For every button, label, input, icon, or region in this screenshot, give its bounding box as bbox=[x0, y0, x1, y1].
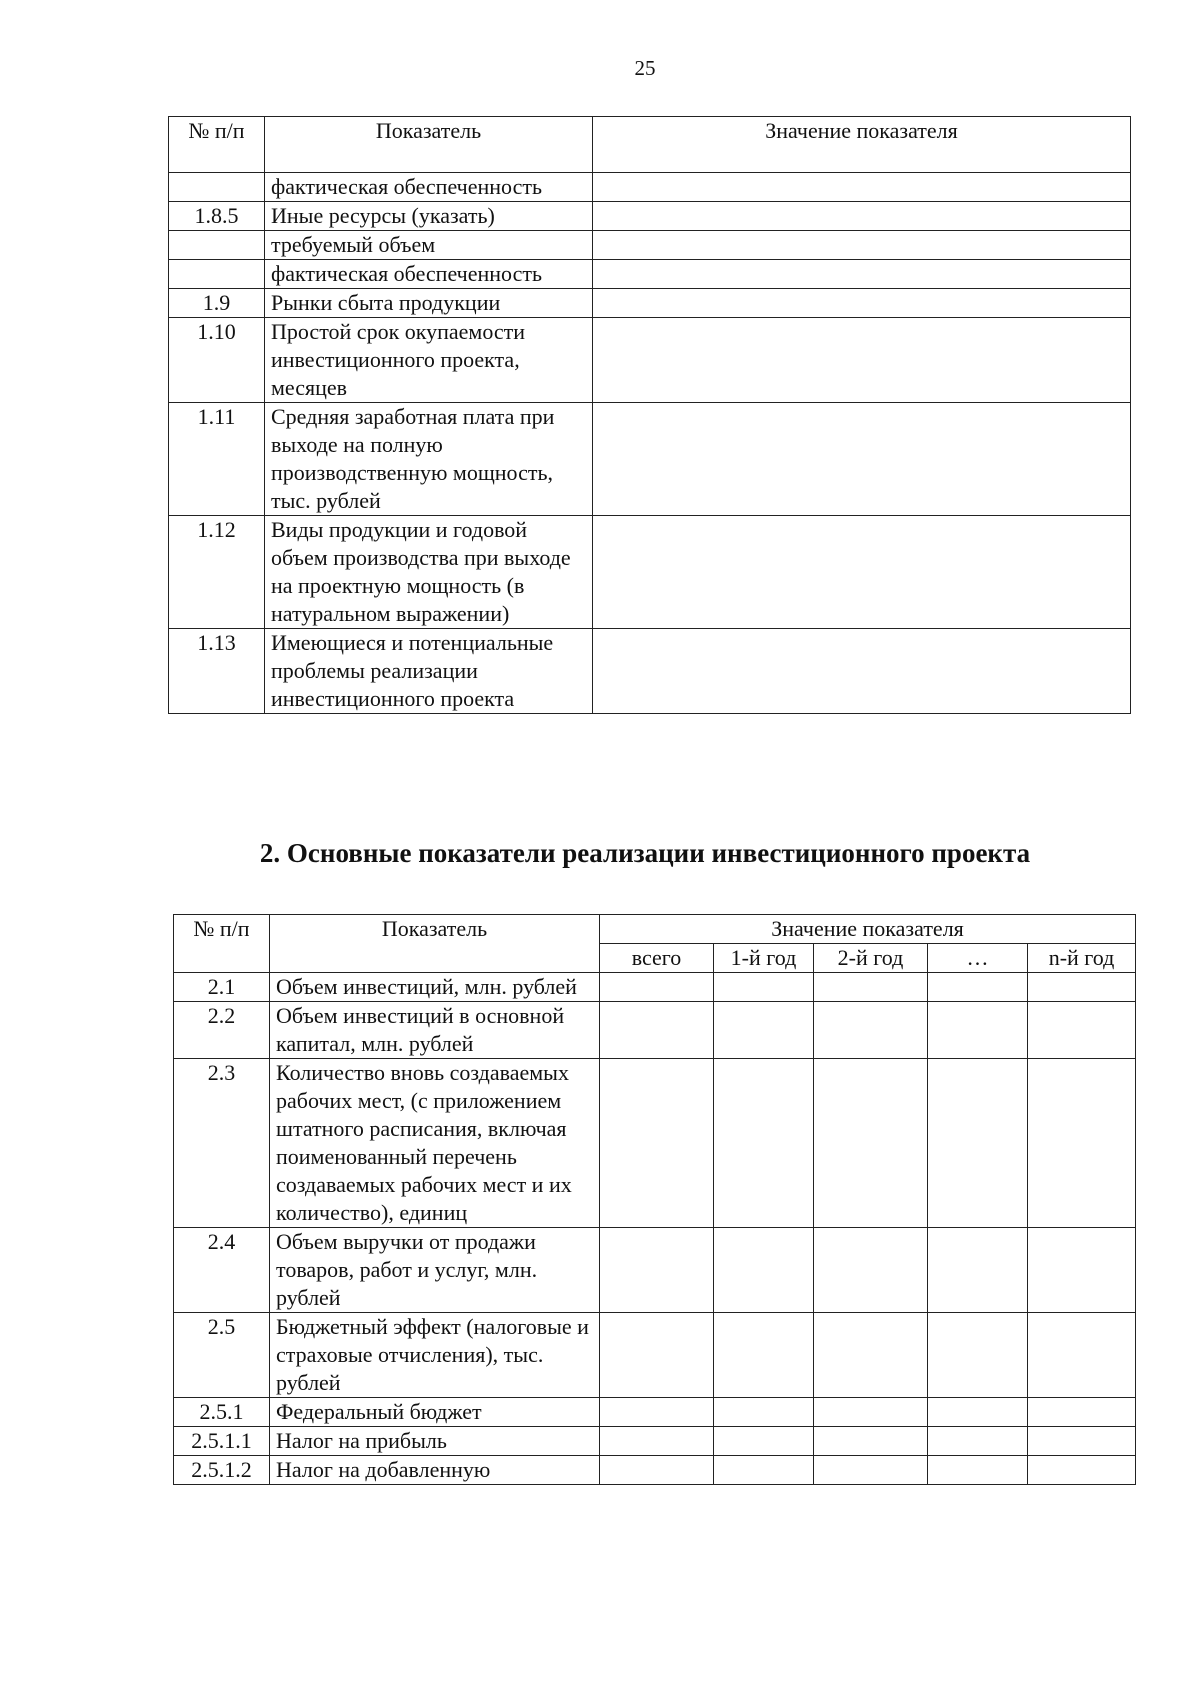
table-row bbox=[174, 1398, 1136, 1427]
row-indicator: требуемый объем bbox=[265, 231, 593, 260]
row-number bbox=[169, 173, 265, 202]
row-number: 1.8.5 bbox=[169, 202, 265, 231]
col-header-value: Значение показателя bbox=[600, 915, 1136, 944]
row-indicator: Количество вновь создаваемых рабочих мест, (с приложением штатного расписания, включая поименованный перечень создаваемых рабочих мест и их количество), единиц bbox=[270, 1059, 600, 1228]
table-row bbox=[169, 260, 1131, 289]
value-cell bbox=[814, 1313, 928, 1398]
col-header-ellipsis: … bbox=[928, 944, 1028, 973]
row-indicator: Налог на прибыль bbox=[270, 1427, 600, 1456]
value-cell bbox=[600, 1398, 714, 1427]
table-row bbox=[169, 231, 1131, 260]
table-row bbox=[169, 403, 1131, 516]
row-number bbox=[169, 260, 265, 289]
row-indicator: Рынки сбыта продукции bbox=[265, 289, 593, 318]
row-number: 2.5.1.1 bbox=[174, 1427, 270, 1456]
row-indicator: Виды продукции и годовой объем производства при выходе на проектную мощность (в натуральном выражении) bbox=[265, 516, 593, 629]
row-indicator: Имеющиеся и потенциальные проблемы реализации инвестиционного проекта bbox=[265, 629, 593, 714]
row-indicator: Объем выручки от продажи товаров, работ и услуг, млн. рублей bbox=[270, 1228, 600, 1313]
table-row bbox=[169, 202, 1131, 231]
row-number bbox=[169, 231, 265, 260]
value-cell bbox=[600, 1228, 714, 1313]
col-header-year-1: 1-й год bbox=[714, 944, 814, 973]
value-cell bbox=[1028, 1059, 1136, 1228]
row-indicator: Объем инвестиций в основной капитал, млн. рублей bbox=[270, 1002, 600, 1059]
value-cell bbox=[814, 1456, 928, 1485]
value-cell bbox=[814, 973, 928, 1002]
row-number: 1.11 bbox=[169, 403, 265, 516]
row-value bbox=[593, 173, 1131, 202]
row-value bbox=[593, 403, 1131, 516]
col-header-year-2: 2-й год bbox=[814, 944, 928, 973]
table-row bbox=[174, 1228, 1136, 1313]
value-cell bbox=[714, 1456, 814, 1485]
value-cell bbox=[928, 1228, 1028, 1313]
value-cell bbox=[600, 1427, 714, 1456]
row-indicator: Иные ресурсы (указать) bbox=[265, 202, 593, 231]
value-cell bbox=[928, 1313, 1028, 1398]
value-cell bbox=[928, 1456, 1028, 1485]
row-number: 2.2 bbox=[174, 1002, 270, 1059]
value-cell bbox=[814, 1398, 928, 1427]
row-number: 2.4 bbox=[174, 1228, 270, 1313]
table-row bbox=[174, 1059, 1136, 1228]
value-cell bbox=[714, 973, 814, 1002]
indicators-table bbox=[173, 914, 1136, 1485]
value-cell bbox=[814, 1228, 928, 1313]
table-row bbox=[174, 973, 1136, 1002]
page-number: 25 bbox=[634, 56, 656, 80]
table-row bbox=[174, 1427, 1136, 1456]
row-indicator: Простой срок окупаемости инвестиционного проекта, месяцев bbox=[265, 318, 593, 403]
row-indicator: Федеральный бюджет bbox=[270, 1398, 600, 1427]
col-header-indicator: Показатель bbox=[270, 915, 600, 973]
value-cell bbox=[928, 1398, 1028, 1427]
table-row bbox=[169, 289, 1131, 318]
row-value bbox=[593, 231, 1131, 260]
row-number: 1.10 bbox=[169, 318, 265, 403]
row-number: 2.5 bbox=[174, 1313, 270, 1398]
row-indicator: Бюджетный эффект (налоговые и страховые отчисления), тыс. рублей bbox=[270, 1313, 600, 1398]
table-row bbox=[169, 629, 1131, 714]
value-cell bbox=[1028, 1456, 1136, 1485]
value-cell bbox=[1028, 973, 1136, 1002]
table-row bbox=[169, 173, 1131, 202]
section-title: 2. Основные показатели реализации инвестиционного проекта bbox=[259, 838, 1031, 868]
row-value bbox=[593, 516, 1131, 629]
value-cell bbox=[714, 1059, 814, 1228]
value-cell bbox=[1028, 1228, 1136, 1313]
row-value bbox=[593, 289, 1131, 318]
value-cell bbox=[1028, 1427, 1136, 1456]
col-header-num: № п/п bbox=[174, 915, 270, 973]
value-cell bbox=[714, 1313, 814, 1398]
table-row bbox=[169, 516, 1131, 629]
table-row bbox=[174, 1456, 1136, 1485]
col-header-value: Значение показателя bbox=[593, 117, 1131, 173]
col-header-num: № п/п bbox=[169, 117, 265, 173]
value-cell bbox=[928, 973, 1028, 1002]
row-number: 1.9 bbox=[169, 289, 265, 318]
value-cell bbox=[600, 1059, 714, 1228]
value-cell bbox=[814, 1059, 928, 1228]
row-number: 2.5.1 bbox=[174, 1398, 270, 1427]
col-header-year-n: n-й год bbox=[1028, 944, 1136, 973]
col-header-indicator: Показатель bbox=[265, 117, 593, 173]
value-cell bbox=[1028, 1398, 1136, 1427]
table-row bbox=[169, 318, 1131, 403]
value-cell bbox=[714, 1228, 814, 1313]
value-cell bbox=[600, 1313, 714, 1398]
col-header-total: всего bbox=[600, 944, 714, 973]
value-cell bbox=[814, 1002, 928, 1059]
row-indicator: фактическая обеспеченность bbox=[265, 173, 593, 202]
row-number: 2.1 bbox=[174, 973, 270, 1002]
row-value bbox=[593, 260, 1131, 289]
row-value bbox=[593, 202, 1131, 231]
row-number: 2.5.1.2 bbox=[174, 1456, 270, 1485]
row-indicator: фактическая обеспеченность bbox=[265, 260, 593, 289]
value-cell bbox=[928, 1059, 1028, 1228]
row-indicator: Налог на добавленную bbox=[270, 1456, 600, 1485]
row-number: 2.3 bbox=[174, 1059, 270, 1228]
value-cell bbox=[600, 973, 714, 1002]
table-row bbox=[174, 1002, 1136, 1059]
row-indicator: Объем инвестиций, млн. рублей bbox=[270, 973, 600, 1002]
table-row bbox=[174, 1313, 1136, 1398]
value-cell bbox=[714, 1427, 814, 1456]
row-value bbox=[593, 629, 1131, 714]
value-cell bbox=[714, 1398, 814, 1427]
value-cell bbox=[714, 1002, 814, 1059]
row-number: 1.13 bbox=[169, 629, 265, 714]
row-indicator: Средняя заработная плата при выходе на полную производственную мощность, тыс. рублей bbox=[265, 403, 593, 516]
value-cell bbox=[600, 1002, 714, 1059]
value-cell bbox=[1028, 1002, 1136, 1059]
value-cell bbox=[600, 1456, 714, 1485]
resources-table bbox=[168, 116, 1131, 714]
value-cell bbox=[1028, 1313, 1136, 1398]
value-cell bbox=[928, 1002, 1028, 1059]
value-cell bbox=[814, 1427, 928, 1456]
row-number: 1.12 bbox=[169, 516, 265, 629]
row-value bbox=[593, 318, 1131, 403]
value-cell bbox=[928, 1427, 1028, 1456]
